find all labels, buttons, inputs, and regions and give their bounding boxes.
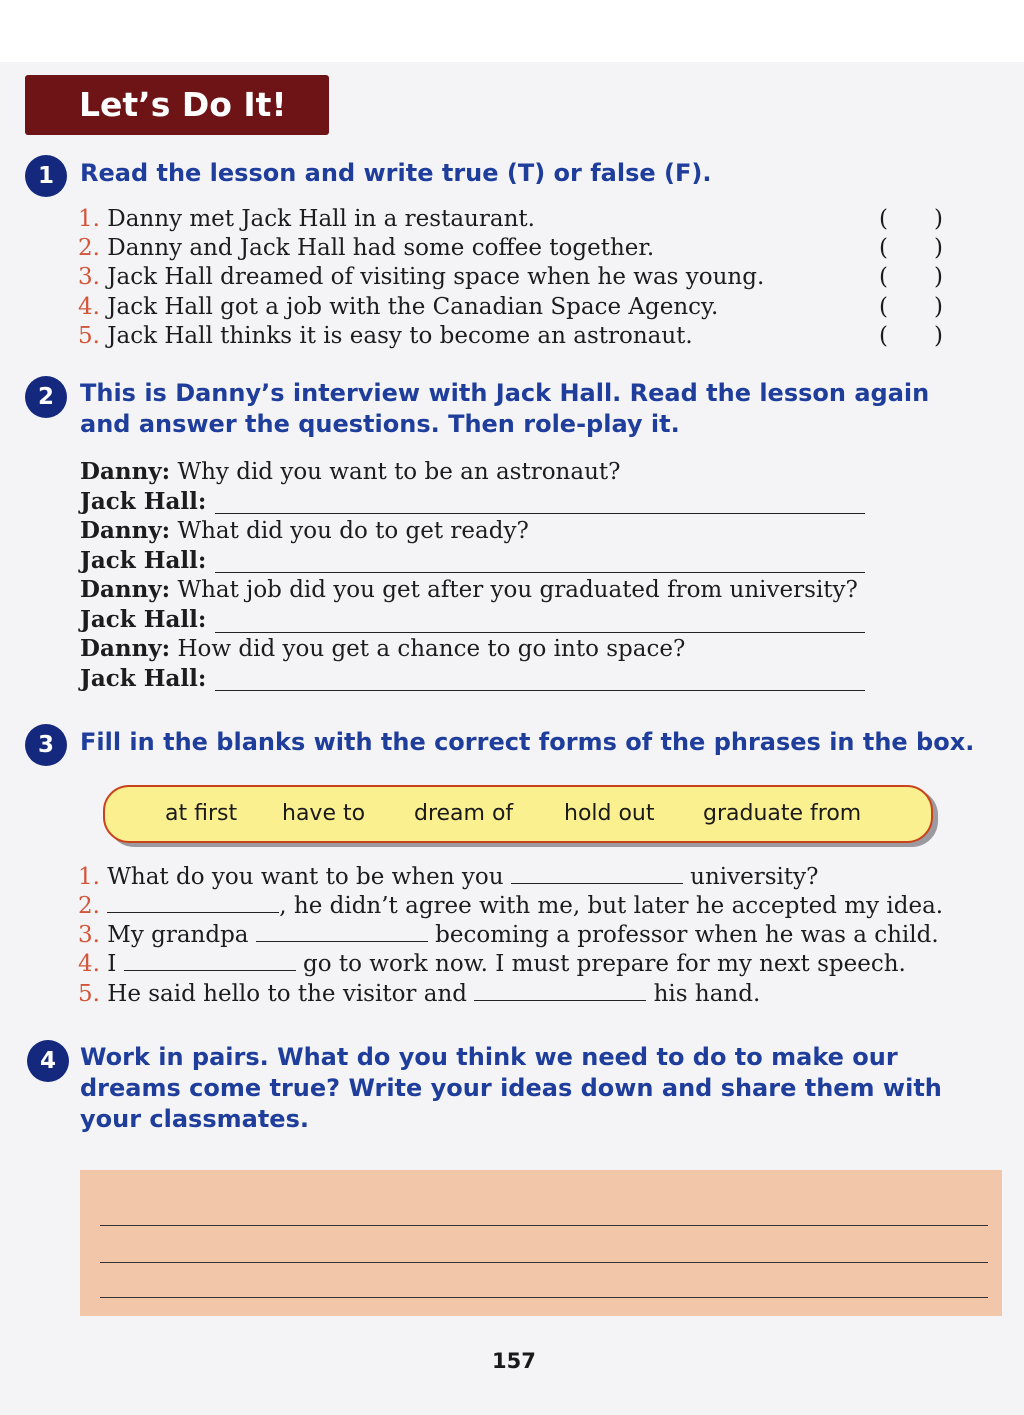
- paren-open: (: [879, 206, 888, 232]
- paren-open: (: [879, 294, 888, 320]
- speaker: Danny:: [80, 635, 171, 662]
- ex3-item-1: [78, 864, 818, 890]
- paren-close: ): [934, 206, 943, 232]
- item-number: 5.: [78, 981, 100, 1007]
- item-number: 1.: [78, 206, 100, 232]
- item-number: 4.: [78, 294, 100, 320]
- fill-blank[interactable]: [511, 865, 683, 884]
- exercise-4-instruction-line-2: dreams come true? Write your ideas down and share them with: [80, 1074, 942, 1102]
- ex3-item-4: [78, 951, 906, 977]
- writing-area[interactable]: [80, 1170, 1002, 1316]
- exercise-1-number: 1: [25, 155, 67, 197]
- dialogue-line: [80, 576, 858, 603]
- paren-open: (: [879, 323, 888, 349]
- answer-line-4[interactable]: [215, 690, 865, 691]
- ex3-item-5: [78, 981, 760, 1007]
- item-text: Danny met Jack Hall in a restaurant.: [107, 206, 535, 232]
- item-number: 3.: [78, 264, 100, 290]
- paren-open: (: [879, 264, 888, 290]
- page-number: 157: [492, 1349, 536, 1373]
- speaker: Jack Hall:: [80, 547, 207, 574]
- dialogue-line: [80, 635, 685, 662]
- paren-close: ): [934, 235, 943, 261]
- speaker: Danny:: [80, 576, 171, 603]
- exercise-4-number: 4: [27, 1040, 69, 1082]
- item-text-before: What do you want to be when you: [107, 864, 504, 890]
- ex3-item-2: [78, 893, 943, 919]
- item-text: Danny and Jack Hall had some coffee together.: [107, 235, 655, 261]
- answer-line-1[interactable]: [215, 513, 865, 514]
- phrase-item: hold out: [564, 801, 655, 826]
- phrase-item: have to: [282, 801, 366, 826]
- ex3-item-3: [78, 922, 939, 948]
- exercise-4-instruction-line-1: Work in pairs. What do you think we need to do to make our: [80, 1043, 898, 1071]
- item-number: 3.: [78, 922, 100, 948]
- paren-close: ): [934, 264, 943, 290]
- section-banner: Let’s Do It!: [25, 75, 329, 135]
- ex1-item-4: [78, 294, 718, 320]
- item-text-after: his hand.: [653, 981, 761, 1007]
- phrase-item: graduate from: [703, 801, 862, 826]
- exercise-4-instruction-line-3: your classmates.: [80, 1105, 309, 1133]
- item-number: 4.: [78, 951, 100, 977]
- exercise-2-number: 2: [25, 376, 67, 418]
- fill-blank[interactable]: [124, 952, 296, 971]
- top-strip: [0, 0, 1024, 62]
- fill-blank[interactable]: [474, 982, 646, 1001]
- answer-slot-4[interactable]: [879, 294, 943, 320]
- item-text-before: My grandpa: [107, 922, 249, 948]
- fill-blank[interactable]: [107, 894, 279, 913]
- phrase-item: at first: [165, 801, 238, 826]
- item-text-before: He said hello to the visitor and: [107, 981, 467, 1007]
- item-text-after: , he didn’t agree with me, but later he accepted my idea.: [279, 893, 944, 919]
- dialogue-line: [80, 517, 529, 544]
- item-text-after: university?: [690, 864, 819, 890]
- dialogue-text: What job did you get after you graduated from university?: [170, 577, 858, 603]
- dialogue-text: What did you do to get ready?: [170, 518, 529, 544]
- item-number: 2.: [78, 893, 100, 919]
- phrase-item: dream of: [414, 801, 514, 826]
- item-number: 5.: [78, 323, 100, 349]
- exercise-3-number: 3: [25, 724, 67, 766]
- paren-close: ): [934, 294, 943, 320]
- exercise-1-instruction: Read the lesson and write true (T) or false (F).: [80, 159, 712, 187]
- paren-close: ): [934, 323, 943, 349]
- answer-slot-2[interactable]: [879, 235, 943, 261]
- item-text-before: I: [107, 951, 117, 977]
- answer-line-2[interactable]: [215, 572, 865, 573]
- ex1-item-3: [78, 264, 764, 290]
- dialogue-text: Why did you want to be an astronaut?: [170, 459, 621, 485]
- dialogue-line: [80, 665, 206, 692]
- speaker: Jack Hall:: [80, 606, 207, 633]
- speaker: Danny:: [80, 458, 171, 485]
- dialogue-line: [80, 488, 206, 515]
- ex1-item-2: [78, 235, 654, 261]
- answer-slot-3[interactable]: [879, 264, 943, 290]
- answer-slot-5[interactable]: [879, 323, 943, 349]
- dialogue-line: [80, 606, 206, 633]
- answer-line-3[interactable]: [215, 632, 865, 633]
- dialogue-line: [80, 458, 620, 485]
- item-text: Jack Hall dreamed of visiting space when he was young.: [107, 264, 765, 290]
- item-text-after: becoming a professor when he was a child.: [435, 922, 939, 948]
- writing-line-3[interactable]: [100, 1297, 988, 1298]
- answer-slot-1[interactable]: [879, 206, 943, 232]
- speaker: Danny:: [80, 517, 171, 544]
- exercise-2-instruction-line-1: This is Danny’s interview with Jack Hall. Read the lesson again: [80, 379, 930, 407]
- dialogue-line: [80, 547, 206, 574]
- writing-line-2[interactable]: [100, 1262, 988, 1263]
- exercise-2-instruction-line-2: and answer the questions. Then role-play it.: [80, 410, 680, 438]
- speaker: Jack Hall:: [80, 665, 207, 692]
- exercise-3-instruction: Fill in the blanks with the correct forms of the phrases in the box.: [80, 728, 975, 756]
- item-number: 2.: [78, 235, 100, 261]
- item-number: 1.: [78, 864, 100, 890]
- speaker: Jack Hall:: [80, 488, 207, 515]
- item-text: Jack Hall got a job with the Canadian Space Agency.: [107, 294, 719, 320]
- item-text-after: go to work now. I must prepare for my next speech.: [302, 951, 906, 977]
- ex1-item-1: [78, 206, 535, 232]
- dialogue-text: How did you get a chance to go into space?: [170, 636, 686, 662]
- ex1-item-5: [78, 323, 693, 349]
- item-text: Jack Hall thinks it is easy to become an astronaut.: [107, 323, 693, 349]
- fill-blank[interactable]: [256, 923, 428, 942]
- writing-line-1[interactable]: [100, 1225, 988, 1226]
- phrase-box: [103, 785, 933, 843]
- paren-open: (: [879, 235, 888, 261]
